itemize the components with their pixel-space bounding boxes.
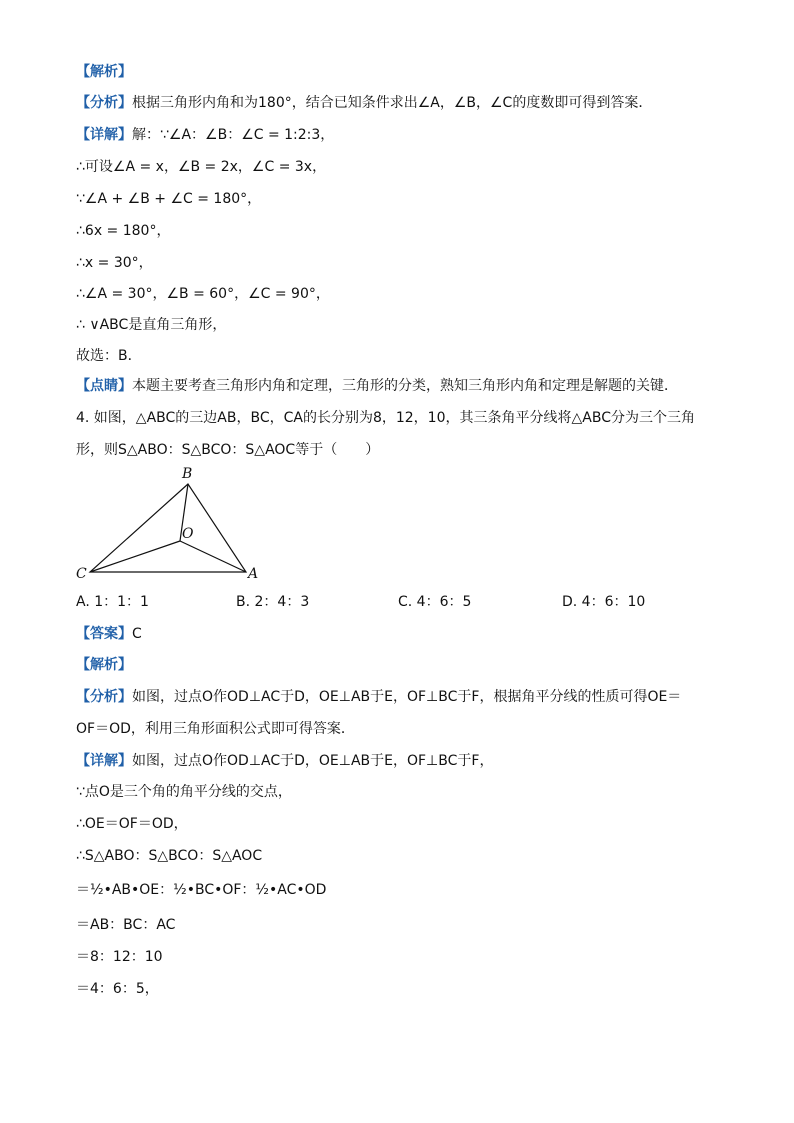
vertex-label-b: B (182, 466, 193, 482)
q3-analysis (76, 93, 652, 113)
q4-solution-heading: 【解析】 (76, 657, 132, 673)
triangle-abc (90, 484, 246, 572)
q4-step-1: ∵点O是三个角的角平分线的交点， (76, 784, 292, 800)
vertex-label-a: A (248, 566, 259, 582)
choice-a: A. 1：1：1 (76, 594, 149, 610)
choice-c: C. 4：6：5 (398, 594, 472, 610)
analysis-label: 【分析】 (76, 95, 132, 111)
q4-answer (76, 624, 142, 644)
q3-step-2: ∴可设∠A = x，∠B = 2x，∠C = 3x， (76, 159, 327, 175)
q4-step-6: ＝8：12：10 (76, 949, 163, 965)
choice-d: D. 4：6：10 (562, 594, 646, 610)
q4-stem-line-1: 4. 如图，△ABC的三边AB，BC，CA的长分别为8，12，10，其三条角平分线将△ABC分为三个三角 (76, 410, 695, 426)
q3-step-6: ∴∠A = 30°，∠B = 60°，∠C = 90°， (76, 286, 330, 302)
triangle-figure (76, 464, 276, 584)
q4-analysis-line-1: 【分析】如图，过点O作OD⊥AC于D，OE⊥AB于E，OF⊥BC于F，根据角平分线的性质可得OE＝ (76, 689, 682, 705)
q3-choice-result: 故选：B． (76, 348, 142, 364)
detail-label: 【详解】 (76, 127, 132, 143)
comment-label: 【点睛】 (76, 378, 132, 394)
detail-label: 【详解】 (76, 753, 132, 769)
q3-solution-heading: 【解析】 (76, 64, 132, 80)
q4-step-2: ∴OE＝OF＝OD， (76, 816, 188, 832)
q3-step-5: ∴x = 30°， (76, 255, 153, 271)
choice-b: B. 2：4：3 (236, 594, 310, 610)
q3-step-4: ∴6x = 180°， (76, 223, 171, 239)
q4-step-4: ＝½•AB•OE：½•BC•OF：½•AC•OD (76, 882, 327, 898)
analysis-label: 【分析】 (76, 689, 132, 705)
analysis-text: 根据三角形内角和为180°，结合已知条件求出∠A，∠B，∠C的度数即可得到答案． (132, 95, 653, 111)
answer-value: C (132, 626, 142, 642)
q4-step-5: ＝AB：BC：AC (76, 917, 176, 933)
answer-label: 【答案】 (76, 626, 132, 642)
q4-detail-line-1: 【详解】如图，过点O作OD⊥AC于D，OE⊥AB于E，OF⊥BC于F， (76, 753, 494, 769)
q4-step-7: ＝4：6：5， (76, 981, 159, 997)
q4-stem-line-2: 形，则S△ABO：S△BCO：S△AOC等于（ ） (76, 442, 380, 458)
segment-oc (90, 541, 180, 572)
q4-analysis-line-2: OF＝OD，利用三角形面积公式即可得答案． (76, 721, 355, 737)
point-label-o: O (182, 526, 194, 542)
q3-step-7: ∴ ∨ABC是直角三角形， (76, 317, 227, 333)
q3-detail-step-1: 【详解】解：∵∠A：∠B：∠C = 1:2:3， (76, 127, 335, 143)
q3-step-3: ∵∠A + ∠B + ∠C = 180°， (76, 191, 262, 207)
vertex-label-c: C (76, 566, 87, 582)
q4-step-3: ∴S△ABO：S△BCO：S△AOC (76, 848, 263, 864)
comment-text: 本题主要考查三角形内角和定理，三角形的分类，熟知三角形内角和定理是解题的关键． (132, 378, 678, 394)
q3-comment (76, 376, 678, 396)
